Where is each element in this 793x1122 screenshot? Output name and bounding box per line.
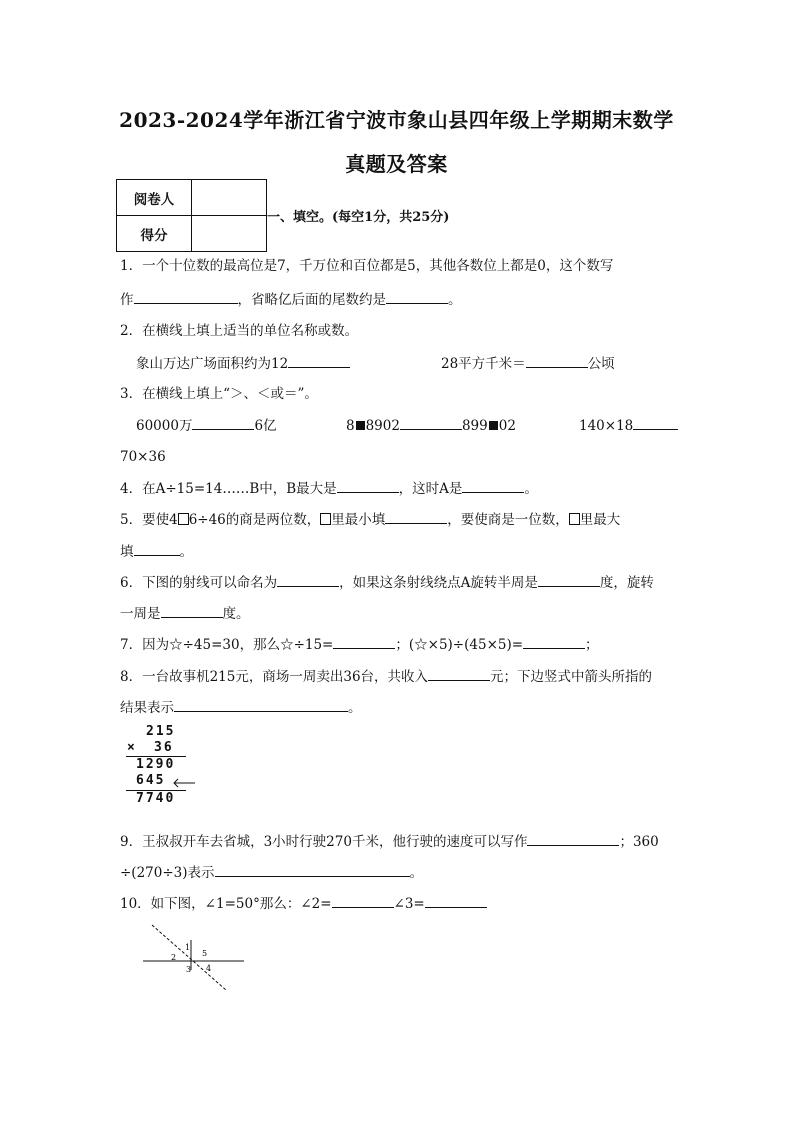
calc-row-4: 645 [136,773,166,788]
left-arrow-icon [172,778,196,788]
answer-blank[interactable] [527,832,619,846]
answer-blank[interactable] [288,354,350,368]
calc-row-1: 215 [146,724,176,739]
empty-box [320,513,331,525]
answer-blank[interactable] [277,573,339,587]
page-title: 2023-2024学年浙江省宁波市象山县四年级上学期期末数学 [119,108,674,132]
diagonal-line [152,925,226,990]
reviewer-label: 阅卷人 [117,180,192,216]
question-8-line1: 8．一台故事机215元，商场一周卖出36台，共收入 元；下边竖式中箭头所指的 [120,669,653,685]
answer-blank[interactable] [161,604,223,618]
hidden-digit-square [489,421,498,430]
answer-blank[interactable] [523,635,585,649]
answer-blank[interactable] [134,542,180,556]
calc-row-2: 36 [154,740,174,755]
question-1-line2: 作 ，省略亿后面的尾数约是 。 [120,292,462,308]
calc-row-3: 1290 [136,757,176,772]
question-6-line1: 6．下图的射线可以命名为 ，如果这条射线绕点A旋转半周是 度，旋转 [120,575,654,591]
question-2: 2．在横线上填上适当的单位名称或数。 [120,323,359,339]
calc-times-sign: × [127,740,137,755]
question-3: 3．在横线上填上“＞、＜或＝”。 [120,386,318,402]
page-title-line2: 真题及答案 [345,152,448,176]
answer-blank[interactable] [462,479,524,493]
score-cell[interactable] [192,216,267,252]
answer-blank[interactable] [386,290,448,304]
section-heading: 一、填空。(每空1分，共25分) [267,210,450,225]
angle-label-5: 5 [202,949,208,958]
answer-blank[interactable] [215,863,410,877]
answer-blank[interactable] [526,354,588,368]
question-3-a: 60000万 6亿 [136,418,277,434]
question-8-line2: 结果表示 。 [120,700,362,716]
answer-blank[interactable] [333,635,395,649]
question-7: 7．因为☆÷45=30，那么☆÷15= ；(☆×5)÷(45×5)= ； [120,637,599,653]
answer-blank[interactable] [174,698,348,712]
answer-blank[interactable] [192,416,254,430]
question-1-line1: 1．一个十位数的最高位是7，千万位和百位都是5，其他各数位上都是0，这个数写 [120,258,614,274]
answer-blank[interactable] [425,894,487,908]
empty-box [569,513,580,525]
question-2-right: 28平方千米＝ 公顷 [441,356,615,372]
score-table [116,179,267,252]
vertical-multiplication [116,724,196,812]
question-9-line1: 9．王叔叔开车去省城，3小时行驶270千米，他行驶的速度可以写作 ；360 [120,834,659,850]
question-5-line1: 5．要使4 6÷46的商是两位数， 里最小填 ，要使商是一位数， 里最大 [120,512,621,528]
angle-label-2: 2 [171,953,177,962]
question-9-line2: ÷(270÷3)表示 。 [120,865,424,881]
question-10: 10．如下图，∠1=50°那么：∠2= ∠3= [120,894,487,913]
answer-blank[interactable] [428,667,490,681]
answer-blank[interactable] [385,510,447,524]
hidden-digit-square [356,421,365,430]
answer-blank[interactable] [400,416,462,430]
empty-box [178,513,189,525]
question-2-left: 象山万达广场面积约为12 [136,354,350,373]
answer-blank[interactable] [538,573,600,587]
answer-blank[interactable] [337,479,399,493]
angle-label-4: 4 [206,964,212,973]
question-4: 4．在A÷15=14……B中，B最大是 ，这时A是 。 [120,481,538,497]
score-label: 得分 [117,216,192,252]
calc-row-5: 7740 [136,791,176,806]
angle-diagram [140,920,250,995]
question-5-line2: 填 。 [120,544,193,560]
question-3-c: 140×18 [579,416,678,435]
angle-label-1: 1 [185,943,191,952]
question-3-c2: 70×36 [120,449,166,465]
reviewer-cell[interactable] [192,180,267,216]
answer-blank[interactable] [134,290,238,304]
answer-blank[interactable] [633,416,678,430]
question-6-line2: 一周是 度。 [120,606,250,622]
question-3-b: 8 8902 899 02 [346,418,516,434]
angle-label-3: 3 [186,965,192,974]
answer-blank[interactable] [332,894,394,908]
